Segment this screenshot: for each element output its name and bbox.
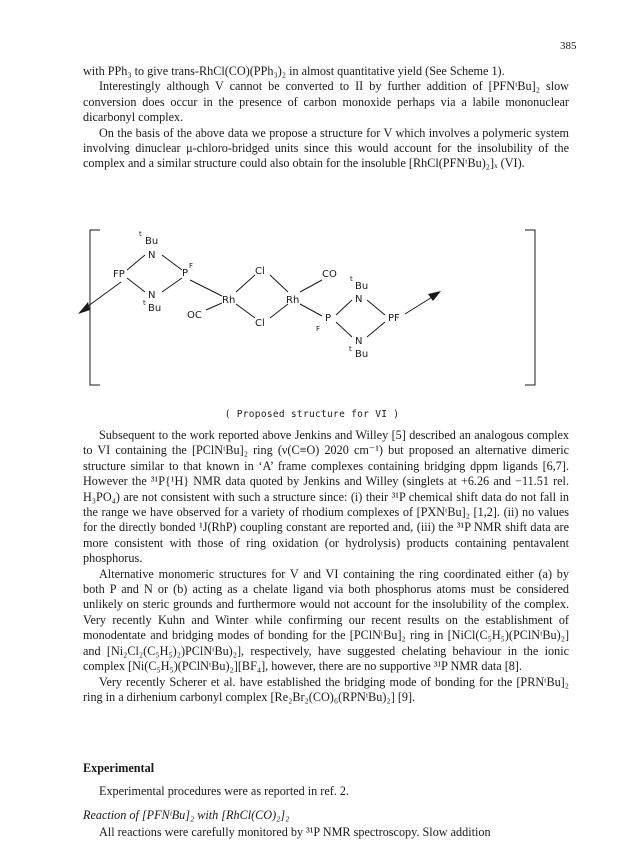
n-label-3: N (355, 294, 363, 305)
pf-label: PF (388, 313, 400, 324)
cl-label-1: Cl (255, 266, 265, 277)
tbu-label-2-sup: t (143, 299, 146, 307)
co-label: CO (322, 269, 337, 280)
tbu-label-3: Bu (355, 281, 369, 292)
fp-label: FP (113, 269, 125, 280)
paragraph-2: Interestingly although V cannot be converted to II by further addition of [PFNᵗBu]₂ slow conversion does occur in the presence of carbon monoxide perhaps via a labile mononuclear dicarbonyl complex. (83, 79, 569, 125)
cl-label-2: Cl (255, 318, 265, 329)
paragraph-5: Alternative monomeric structures for V and VI containing the ring coordinated either (a) by both P and N or (b) acting as a chelate ligand via both phosphorus atoms must be considered unlikely on steric grounds and furthermore would not account for the insolubility of the complex. Very recently Kuhn and Winter while confirming our recent results on the establishment of monodentate and bridging modes of bonding for the [PClNᵗBu]₂ ring in [NiCl(C₅H₅)(PClNᵗBu)₂] and [Ni₂Cl₂(C₅H₅)₂)PClNᵗBu)₂], respectively, have suggested chelating behaviour in the ionic complex [Ni(C₅H₅)(PClNᵗBu)₂][BF₄], however, there are no supportive ³¹P NMR data [8]. (83, 566, 569, 674)
n-label-2: N (148, 290, 156, 301)
f-label-2: F (316, 325, 321, 333)
f-label-1: F (189, 262, 194, 270)
paragraph-1: with PPh₃ to give trans-RhCl(CO)(PPh₃)₂ in almost quantitative yield (See Scheme 1). (83, 64, 505, 78)
tbu-label-4-sup: t (349, 345, 352, 353)
experimental-heading: Experimental (83, 761, 155, 775)
reaction-subheading: Reaction of [PFNᵗBu]₂ with [RhCl(CO)₂]₂ (83, 808, 290, 822)
rh-label-1: Rh (222, 295, 236, 306)
experimental-text: Experimental procedures were as reported in ref. 2. (99, 784, 350, 798)
page-number: 385 (560, 40, 577, 52)
oc-label: OC (187, 310, 202, 321)
paragraph-4: Subsequent to the work reported above Jenkins and Willey [5] described an analogous complex to VI containing the [PClNᵗBu]₂ ring (ν(C≡O) 2020 cm⁻¹) but proposed an alternative dimeric structure similar to that known in ‘A’ frame complexes containing bridging dppm ligands [6,7]. However the ³¹P{¹H} NMR data quoted by Jenkins and Willey (singlets at +6.26 and −11.51 rel. H₃PO₄) are not consistent with such a structure since: (i) their ³¹P chemical shift data do not fall in the range we have observed for a variety of rhodium complexes of [PXNᵗBu]₂ [1,2]. (ii) no values for the directly bonded ¹J(RhP) coupling constant are reported and, (iii) the ³¹P NMR shift data are more consistent with those of ring oxidation (or hydrolysis) products containing pentavalent phosphorus. (83, 428, 569, 566)
paragraph-6: Very recently Scherer et al. have established the bridging mode of bonding for the [PRNᵗBu]₂ ring in a dirhenium carbonyl complex [Re₂Br₂(CO)₆(RPNᵗBu)₂] [9]. (83, 674, 569, 704)
structure-caption: ( Proposed structure for VI ) (224, 409, 400, 420)
tbu-label-4: Bu (355, 349, 369, 360)
paragraph-3: On the basis of the above data we propose a structure for V which involves a polymeric system involving dinuclear μ-chloro-bridged units since this would account for the insolubility of the complex and a similar structure could also obtain for the insoluble [RhCl(PFNᵗBu)₂]ₓ (VI). (83, 125, 569, 171)
n-label-4: N (355, 336, 363, 347)
main-text-block (83, 428, 569, 705)
tbu-label-1-sup: t (139, 230, 142, 238)
tbu-label-3-sup: t (350, 275, 353, 283)
final-text: All reactions were carefully monitored by ³¹P NMR spectroscopy. Slow addition (99, 825, 491, 839)
rh-label-2: Rh (286, 295, 300, 306)
tbu-label-2: Bu (148, 303, 162, 314)
n-label-1: N (148, 250, 156, 261)
p-label-1: P (182, 268, 189, 279)
p-label-2: P (325, 313, 332, 324)
tbu-label-1: Bu (145, 236, 159, 247)
